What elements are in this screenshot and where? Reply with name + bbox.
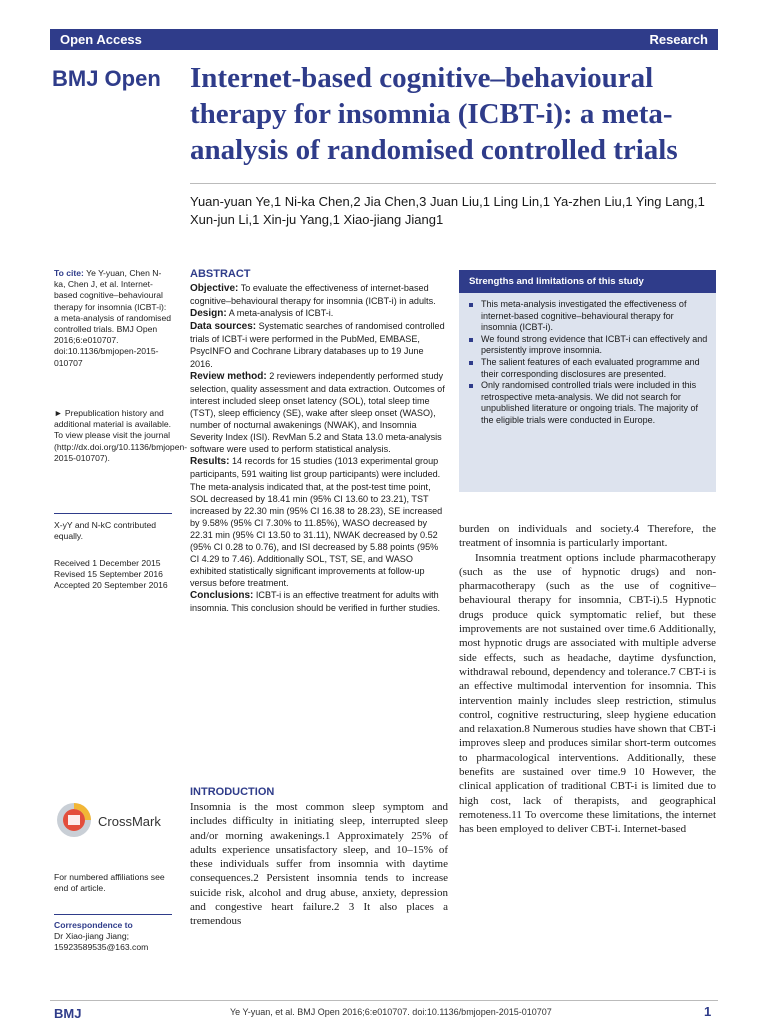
affiliations-note: For numbered affiliations see end of article.: [54, 872, 165, 894]
abstract-body: [190, 282, 448, 615]
conclusions-text: ICBT-i is an effective treatment for adults with insomnia. This conclusion should be verified in further studies.: [190, 590, 441, 614]
citation-block: [54, 268, 172, 369]
results-text: 14 records for 15 studies (1013 experimental group participants, 591 waiting list group participants) were included. The meta-analysis indicated that, at the post-test time point, SOL decreased by 18.41 min (95% CI 13.60 to 23.21), TST increased by 22.30 min (95% CI 16.38 to 28.23), SE increased by 9.58% (95% CI 7.30% to 11.85%), WASO decreased by 22.31 min (95% CI 13.50 to 31.11), NWAK decreased by 0.52 (95% CI 0.28 to 0.76), and ISI decreased by 5.88 points (95% CI 4.29 to 7.46). Additionally SOL, TST, SE, and WASO exhibited statistically significant improvements at follow-up versus before treatment.: [190, 456, 443, 589]
open-access-label: Open Access: [60, 32, 142, 47]
sources-label: Data sources:: [190, 321, 257, 333]
review-text: 2 reviewers independently performed study selection, quality assessment and data extraction. Outcomes of interest included sleep onset latency (SOL), total sleep time (TST), sleep efficiency (SE), wake after sleep onset (WASO), number of nocturnal awakenings (NWAK), and Insomnia Severity Index (ISI). RevMan 5.2 and Stata 13.0 meta-analysis software were used to perform statistical analysis.: [190, 370, 445, 455]
article-type-label: Research: [649, 32, 708, 47]
sources-text: Systematic searches of randomised controlled trials of ICBT-i were performed in the PubMed, EMBASE, PsycINFO and Cochrane Library databases up to 19 June 2016.: [190, 321, 445, 369]
correspondence-label: Correspondence to: [54, 920, 133, 930]
correspondence-block: [54, 920, 172, 954]
abstract-heading: ABSTRACT: [190, 268, 251, 280]
intro-column-2: [459, 522, 716, 837]
objective-text: To evaluate the effectiveness of internet-based cognitive–behavioural therapy for insomnia (ICBT-i) in adults.: [190, 283, 436, 307]
dates-block: [54, 558, 172, 592]
correspondence-email[interactable]: 15923589535@163.com: [54, 942, 149, 953]
prepub-note[interactable]: ► Prepublication history and additional material is available. To view please visit the journal (http://dx.doi.org/10.1136/bmjopen-2015-010707).: [54, 408, 188, 463]
accepted-date: Accepted 20 September 2016: [54, 580, 168, 591]
correspondence-name: Dr Xiao-jiang Jiang;: [54, 931, 129, 942]
list-item: Only randomised controlled trials were included in this retrospective meta-analysis. We did not search for unpublished literature or ongoing trials. The majority of the eligible trials were conducted in Europe.: [481, 380, 708, 426]
cite-text: Ye Y-yuan, Chen N-ka, Chen J, et al. Internet-based cognitive–behavioural therapy for insomnia (ICBT-i): a meta-analysis of randomised controlled trials. BMJ Open 2016;6:e010707. doi:10.1136/bmjopen-2015-010707: [54, 268, 172, 368]
equal-contribution-note: X-yY and N-kC contributed equally.: [54, 520, 157, 542]
list-item: The salient features of each evaluated programme and their corresponding disclosures are presented.: [481, 357, 708, 380]
crossmark-label: CrossMark: [98, 814, 161, 829]
author-list: Yuan-yuan Ye,1 Ni-ka Chen,2 Jia Chen,3 Juan Liu,1 Ling Lin,1 Ya-zhen Liu,1 Ying Lang,1 Xun-jun Li,1 Xin-ju Yang,1 Xiao-jiang Jiang1: [190, 194, 705, 227]
sidebar-divider-2: [54, 914, 172, 915]
footer-logo: BMJ: [54, 1006, 82, 1021]
list-item: We found strong evidence that ICBT-i can effectively and persistently improve insomnia.: [481, 333, 708, 356]
top-banner: [50, 29, 718, 50]
journal-logo: BMJ Open: [52, 66, 161, 91]
objective-label: Objective:: [190, 283, 239, 294]
page-number: 1: [704, 1004, 712, 1019]
conclusions-label: Conclusions:: [190, 590, 254, 602]
sidebar-divider: [54, 513, 172, 514]
strengths-list: [459, 299, 716, 427]
footer-citation: Ye Y-yuan, et al. BMJ Open 2016;6:e010707. doi:10.1136/bmjopen-2015-010707: [230, 1007, 552, 1017]
revised-date: Revised 15 September 2016: [54, 569, 163, 580]
footer-divider: [50, 1000, 718, 1001]
results-label: Results:: [190, 456, 230, 468]
review-label: Review method:: [190, 370, 267, 382]
title-divider: [190, 183, 716, 184]
cite-label: To cite:: [54, 268, 84, 278]
strengths-heading: Strengths and limitations of this study: [459, 270, 716, 293]
intro-paragraph-2: burden on individuals and society.4 Therefore, the treatment of insomnia is particularly important.: [459, 523, 716, 550]
intro-paragraph-3: Insomnia treatment options include pharmacotherapy (such as the use of hypnotic drugs) and non-pharmacotherapy (such as the use of cognitive–behavioural therapy for insomnia, CBT-i).5 Hypnotic drugs produce quick symptomatic relief, but these improvements are not sustained over time.6 Additionally, most hypnotic drugs are associated with multiple adverse side effects, such as headache, daytime dysfunction, withdrawal rebound, dependency and tolerance.7 CBT-i is an effective multimodal intervention for insomnia. This intervention mainly includes sleep restriction, stimulus control, cognitive restructuring, sleep hygiene education and relaxation.8 Numerous studies have shown that CBT-i improves sleep and produces similar short-term outcomes to pharmacological interventions. Additionally, these benefits are sustained over time.9 10 However, the clinical application of traditional CBT-i is limited due to high cost, lack of therapists, and geographical remoteness.11 To overcome these limitations, the internet has been employed to deliver CBT-i. Internet-based: [459, 551, 716, 836]
article-title: Internet-based cognitive–behavioural therapy for insomnia (ICBT-i): a meta-analysis of randomised controlled trials: [190, 62, 678, 166]
crossmark-badge[interactable]: [54, 800, 172, 840]
received-date: Received 1 December 2015: [54, 558, 161, 568]
introduction-heading: INTRODUCTION: [190, 786, 275, 798]
crossmark-icon: [54, 800, 172, 840]
intro-column-1: [190, 800, 448, 929]
list-item: This meta-analysis investigated the effectiveness of internet-based cognitive–behavioural therapy for insomnia (ICBT-i).: [481, 299, 708, 334]
design-label: Design:: [190, 308, 227, 320]
intro-paragraph-1: Insomnia is the most common sleep symptom and includes difficulty in initiating sleep, interrupted sleep and/or morning awakenings.1 Approximately 25% of adults experience unsatisfactory sleep, and 10–15% of these individuals suffer from insomnia with daytime consequences.2 Persistent insomnia tends to increase suicide risk, alcohol and drug abuse, anxiety, depression and congestive heart failure.2 3 It also places a tremendous: [190, 801, 448, 928]
strengths-limitations-box: [459, 270, 716, 492]
design-text: A meta-analysis of ICBT-i.: [228, 308, 334, 319]
